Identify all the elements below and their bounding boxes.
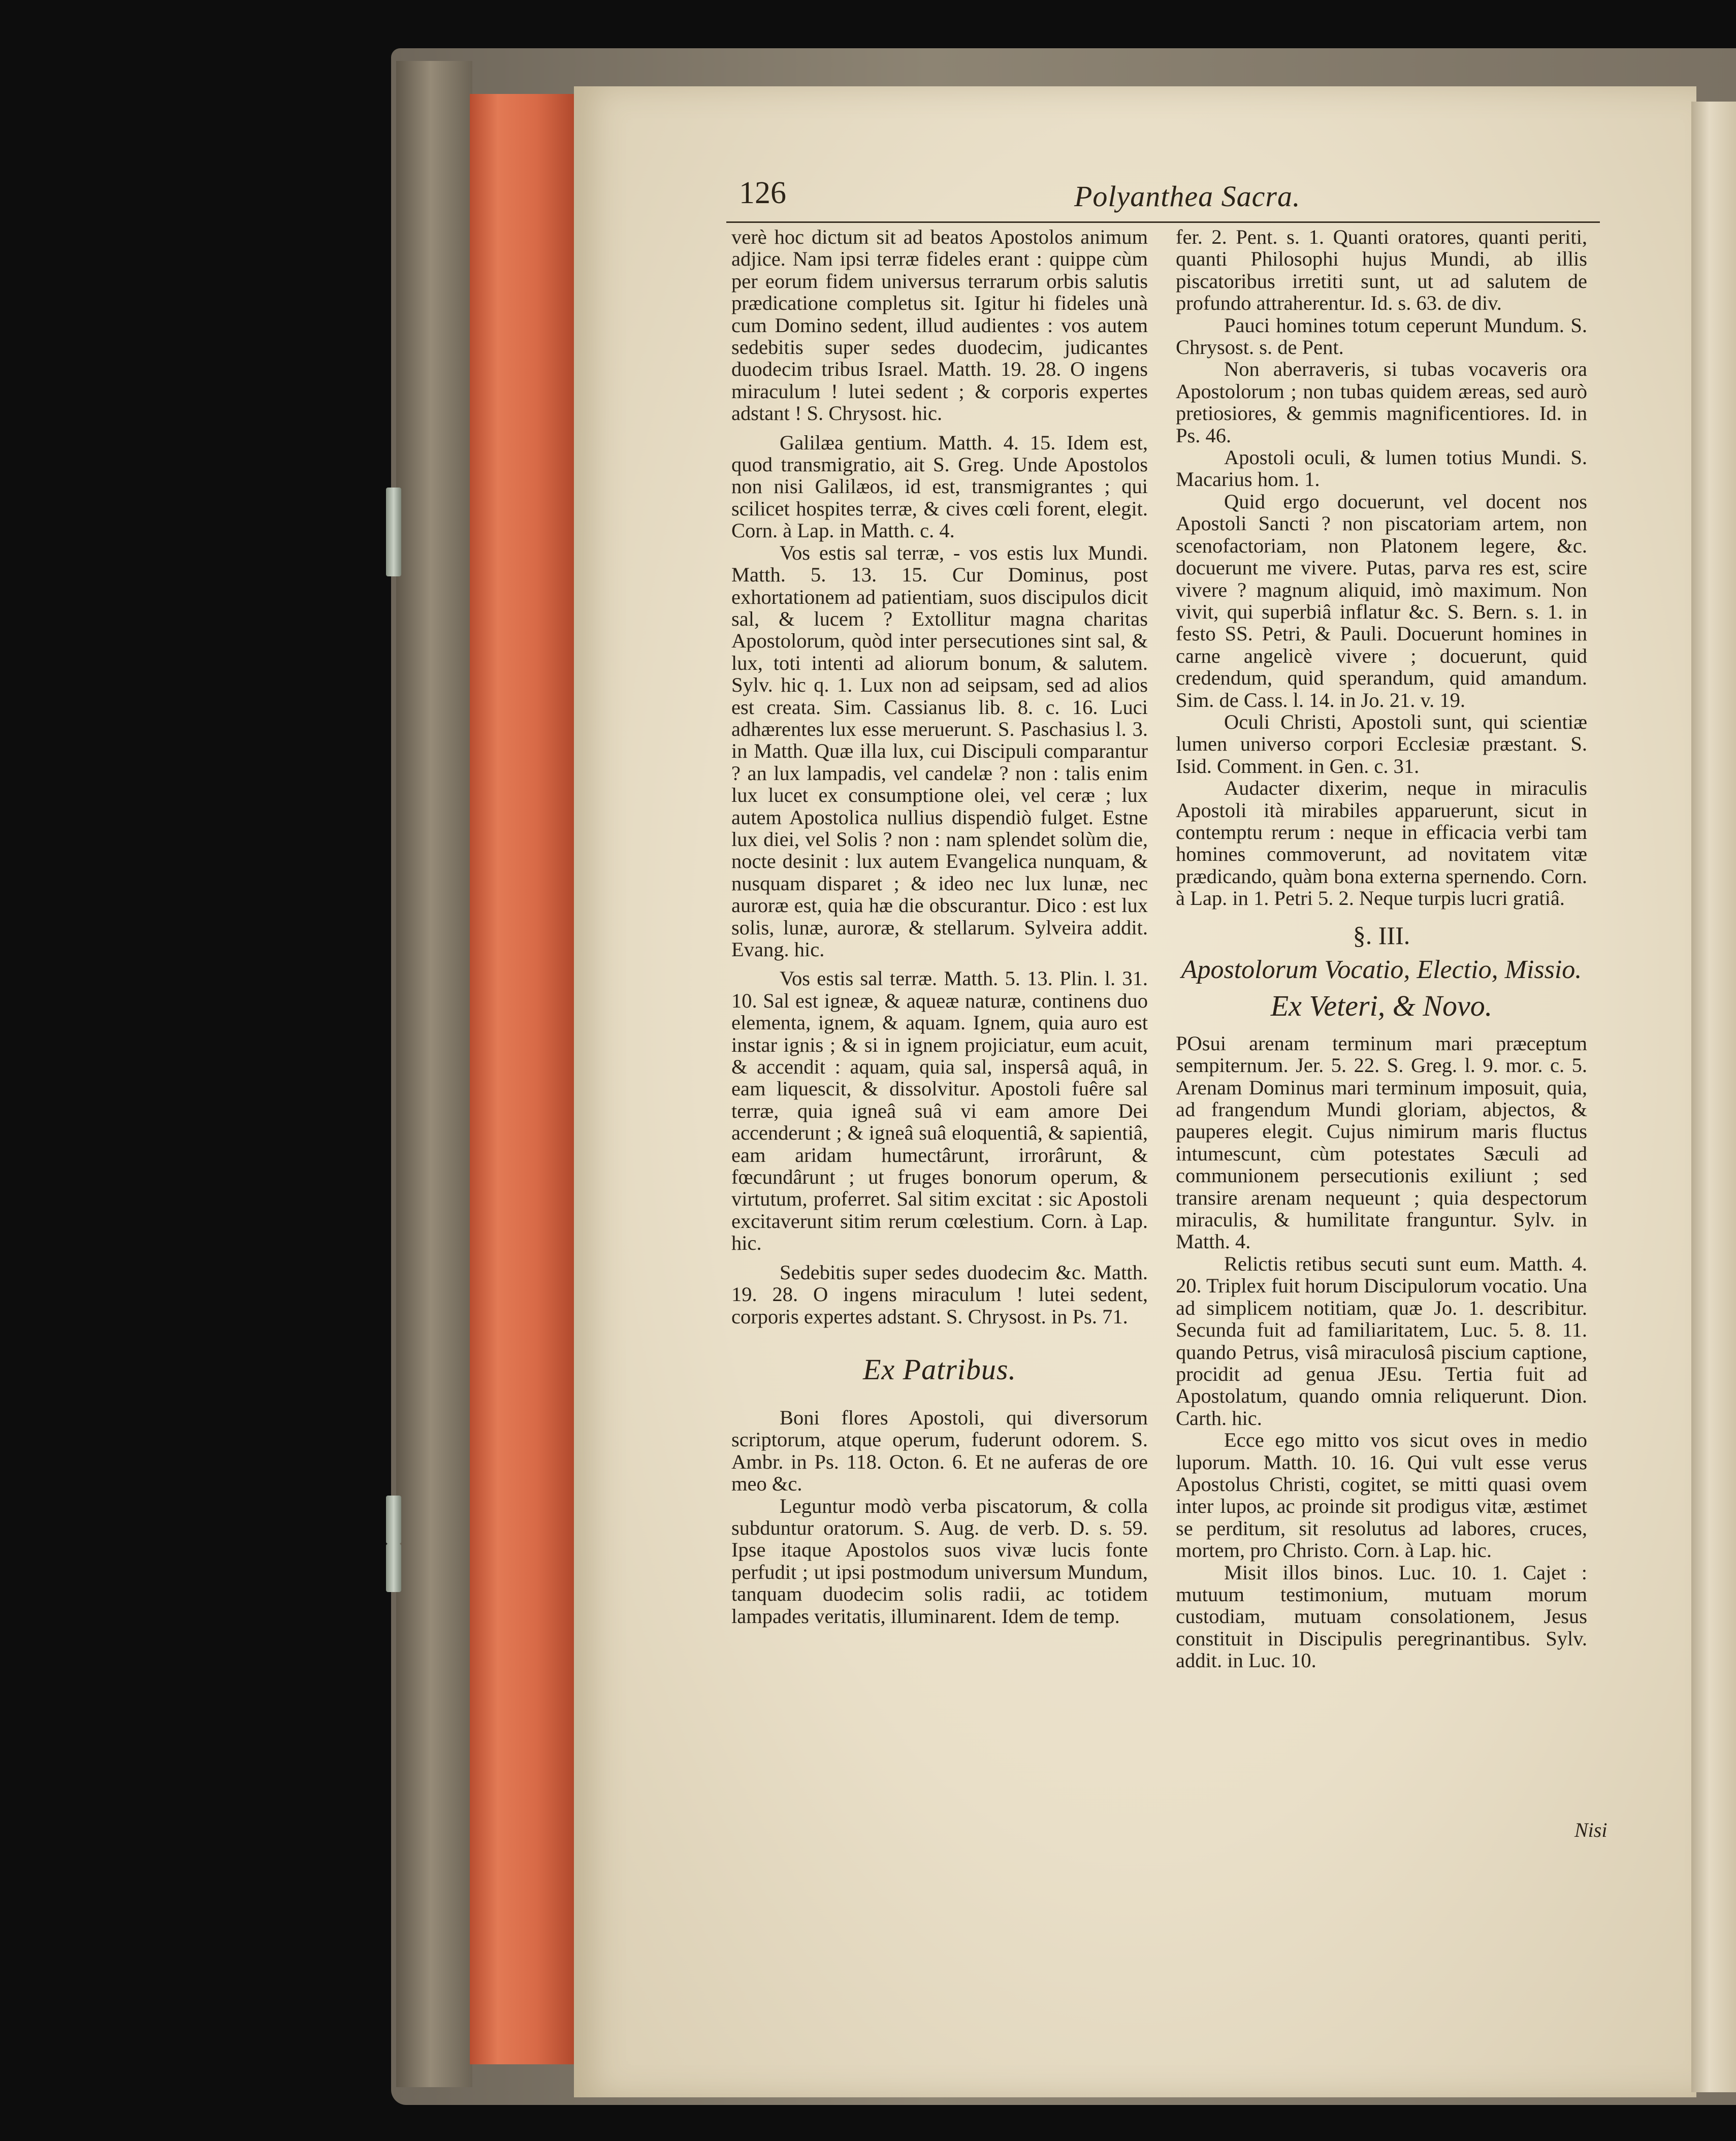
- paragraph: Audacter dixerim, neque in miraculis Apostoli ità mirabiles apparuerunt, sicut in contemptu rerum : neque in efficacia verbi tam homines commoverunt, ad novitatem vitæ prædicando, quàm bona externa spernendo. Corn. à Lap. in 1. Petri 5. 2. Neque turpis lucri gratiâ.: [1176, 776, 1587, 910]
- paragraph: fer. 2. Pent. s. 1. Quanti oratores, quanti periti, quanti Philosophi hujus Mundi, ab illis piscatoribus irretiti sunt, ut ad salutem de profundo attraherentur. Id. s. 63. de div.: [1176, 225, 1587, 315]
- paragraph: Sedebitis super sedes duodecim &c. Matth. 19. 28. O ingens miraculum ! lutei sedent, corporis expertes adstant. S. Chrysost. in Ps. 71.: [731, 1260, 1148, 1328]
- page-number: 126: [739, 176, 786, 210]
- red-page-edges: [470, 94, 582, 2064]
- section-heading: Ex Patribus.: [863, 1352, 1016, 1386]
- binding-clasp: [386, 1496, 401, 1544]
- paragraph: Pauci homines totum ceperunt Mundum. S. Chrysost. s. de Pent.: [1176, 313, 1587, 359]
- paragraph: Misit illos binos. Luc. 10. 1. Cajet : mutuum testimonium, mutuam morum custodiam, mutuam consolationem, Jesus constituit in Discipulis peregrinantibus. Sylv. addit. in Luc. 10.: [1176, 1561, 1587, 1672]
- header-rule: [726, 221, 1600, 223]
- paragraph: Relictis retibus secuti sunt eum. Matth. 4. 20. Triplex fuit horum Discipulorum vocatio. Una ad simplicem notitiam, quæ Jo. 1. describitur. Secunda fuit ad familiaritatem, Luc. 5. 8. 11. quando Petrus, visâ miraculosâ piscium captione, procidit ad genua JEsu. Tertia fuit ad Apostolatum, quando omnia reliquerunt. Dion. Carth. hic.: [1176, 1252, 1587, 1430]
- right-column: [1176, 226, 1587, 1672]
- binding-clasp: [386, 528, 401, 576]
- paragraph: Boni flores Apostoli, qui diversorum scriptorum, atque operum, fuderunt odorem. S. Ambr. in Ps. 118. Octon. 6. Et ne auferas de ore meo &c.: [731, 1406, 1148, 1496]
- paragraph: Ecce ego mitto vos sicut oves in medio luporum. Matth. 10. 16. Qui vult esse verus Apostolus Christi, cogitet, se mitti quasi ovem inter lupos, ac proinde sit prodigus vitæ, æstimet se perditum, sit resolutus ad labores, cruces, mortem, pro Christo. Corn. à Lap. hic.: [1176, 1429, 1587, 1562]
- paragraph: Oculi Christi, Apostoli sunt, qui scientiæ lumen universo corpori Ecclesiæ præstant. S. Isid. Comment. in Gen. c. 31.: [1176, 710, 1587, 777]
- section-title: Apostolorum Vocatio, Electio, Missio.: [1181, 955, 1582, 984]
- paragraph: verè hoc dictum sit ad beatos Apostolos animum adjice. Nam ipsi terræ fideles erant : quippe cùm per eorum fidem universus terrarum orbis salutis prædicatione completus sit. Igitur hi fideles unà cum Domino sedent, illud audientes : vos autem sedebitis super sedes duodecim, judicantes duodecim tribus Israel. Matth. 19. 28. O ingens miraculum ! lutei sedent ; & corporis expertes adstant ! S. Chrysost. hic.: [731, 225, 1148, 425]
- paragraph: Apostoli oculi, & lumen totius Mundi. S. Macarius hom. 1.: [1176, 446, 1587, 491]
- paragraph: Non aberraveris, si tubas vocaveris ora Apostolorum ; non tubas quidem æreas, sed aurò pretiosiores, & gemmis magnificentiores. Id. in Ps. 46.: [1176, 358, 1587, 447]
- facing-page-edge: [1691, 102, 1736, 2092]
- paragraph: Leguntur modò verba piscatorum, & colla subduntur oratorum. S. Aug. de verb. D. s. 59. Ipse itaque Apostolos suos vivæ lucis fonte perfudit ; ut ipsi postmodum universum Mundum, tanquam duodecim solis radii, ac totidem lampades veritatis, illuminarent. Idem de temp.: [731, 1494, 1148, 1628]
- binding-clasp: [386, 1544, 401, 1592]
- paragraph: Galilæa gentium. Matth. 4. 15. Idem est, quod transmigratio, ait S. Greg. Unde Apostolos non nisi Galilæos, id est, transmigrantes ; qui scilicet hospites terræ, & cives cœli forent, elegit. Corn. à Lap. in Matth. c. 4.: [731, 431, 1148, 542]
- catchword: Nisi: [1574, 1819, 1608, 1841]
- section-mark: §. III.: [1353, 921, 1410, 950]
- section-subtitle: Ex Veteri, & Novo.: [1270, 989, 1493, 1023]
- running-header: [739, 175, 1618, 221]
- paragraph: Vos estis sal terræ, - vos estis lux Mundi. Matth. 5. 13. 15. Cur Dominus, post exhortationem ad patientiam, suos discipulos dicit sal, & lucem ? Extollitur magna charitas Apostolorum, quòd inter persecutiones sint sal, & lux, toti intenti ad aliorum bonum, & salutem. Sylv. hic q. 1. Lux non ad seipsam, sed ad alios est creata. Sim. Cassianus lib. 8. c. 16. Luci adhærentes lux esse meruerunt. S. Paschasius l. 3. in Matth. Quæ illa lux, cui Discipuli comparantur ? an lux lampadis, vel candelæ ? non : talis enim lux lucet ex consumptione olei, vel ceræ ; lux autem Apostolica nullius dispendiò fulget. Estne lux diei, vel Solis ? non : nam splendet solùm die, nocte desinit : lux autem Evangelica nunquam, & nusquam disparet ; & ideo nec lux lunæ, nec auroræ est, quia hæ die obscurantur. Dico : est lux solis, lunæ, auroræ, & stellarum. Sylveira addit. Evang. hic.: [731, 541, 1148, 961]
- paragraph: Vos estis sal terræ. Matth. 5. 13. Plin. l. 31. 10. Sal est igneæ, & aqueæ naturæ, continens duo elementa, ignem, & aquam. Ignem, quia auro est instar ignis ; & si in ignem projiciatur, eum acuit, & accendit : aquam, quia sal, inspersâ aquâ, in eam liquescit, & dissolvitur. Apostoli fuêre sal terræ, quia igneâ suâ vi eam amore Dei accenderunt ; & igneâ suâ eloquentiâ, & sapientiâ, eam aridam humectârunt, irrorârunt, & fœcundârunt ; ut fruges bonorum operum, & virtutum, proferret. Sal sitim excitat : sic Apostoli excitaverunt sitim rerum cœlestium. Corn. à Lap. hic.: [731, 967, 1148, 1255]
- paragraph: POsui arenam terminum mari præceptum sempiternum. Jer. 5. 22. S. Greg. l. 9. mor. c. 5. Arenam Dominus mari terminum imposuit, quia, ad frangendum Mundi gloriam, abjectos, & pauperes elegit. Cujus nimirum maris fluctus intumescunt, cùm potestates Sæculi ad communionem persecutionis exiliunt ; sed transire arenam nequeunt ; quia despectorum miraculis, & humilitate franguntur. Sylv. in Matth. 4.: [1176, 1031, 1587, 1253]
- paragraph: Quid ergo docuerunt, vel docent nos Apostoli Sancti ? non piscatoriam artem, non scenofactoriam, non Platonem legere, &c. docuerunt me vivere. Putas, parva res est, scire vivere ? magnum aliquid, imò maximum. Non vivit, qui superbiâ inflatur &c. S. Bern. s. 1. in festo SS. Petri, & Pauli. Docuerunt homines in carne angelicè vivere ; docuerunt, quid credendum, quid sperandum, quid amandum. Sim. de Cass. l. 14. in Jo. 21. v. 19.: [1176, 490, 1587, 711]
- book-spine: [396, 61, 472, 2087]
- running-title: Polyanthea Sacra.: [1074, 180, 1301, 213]
- left-column: [731, 226, 1148, 1627]
